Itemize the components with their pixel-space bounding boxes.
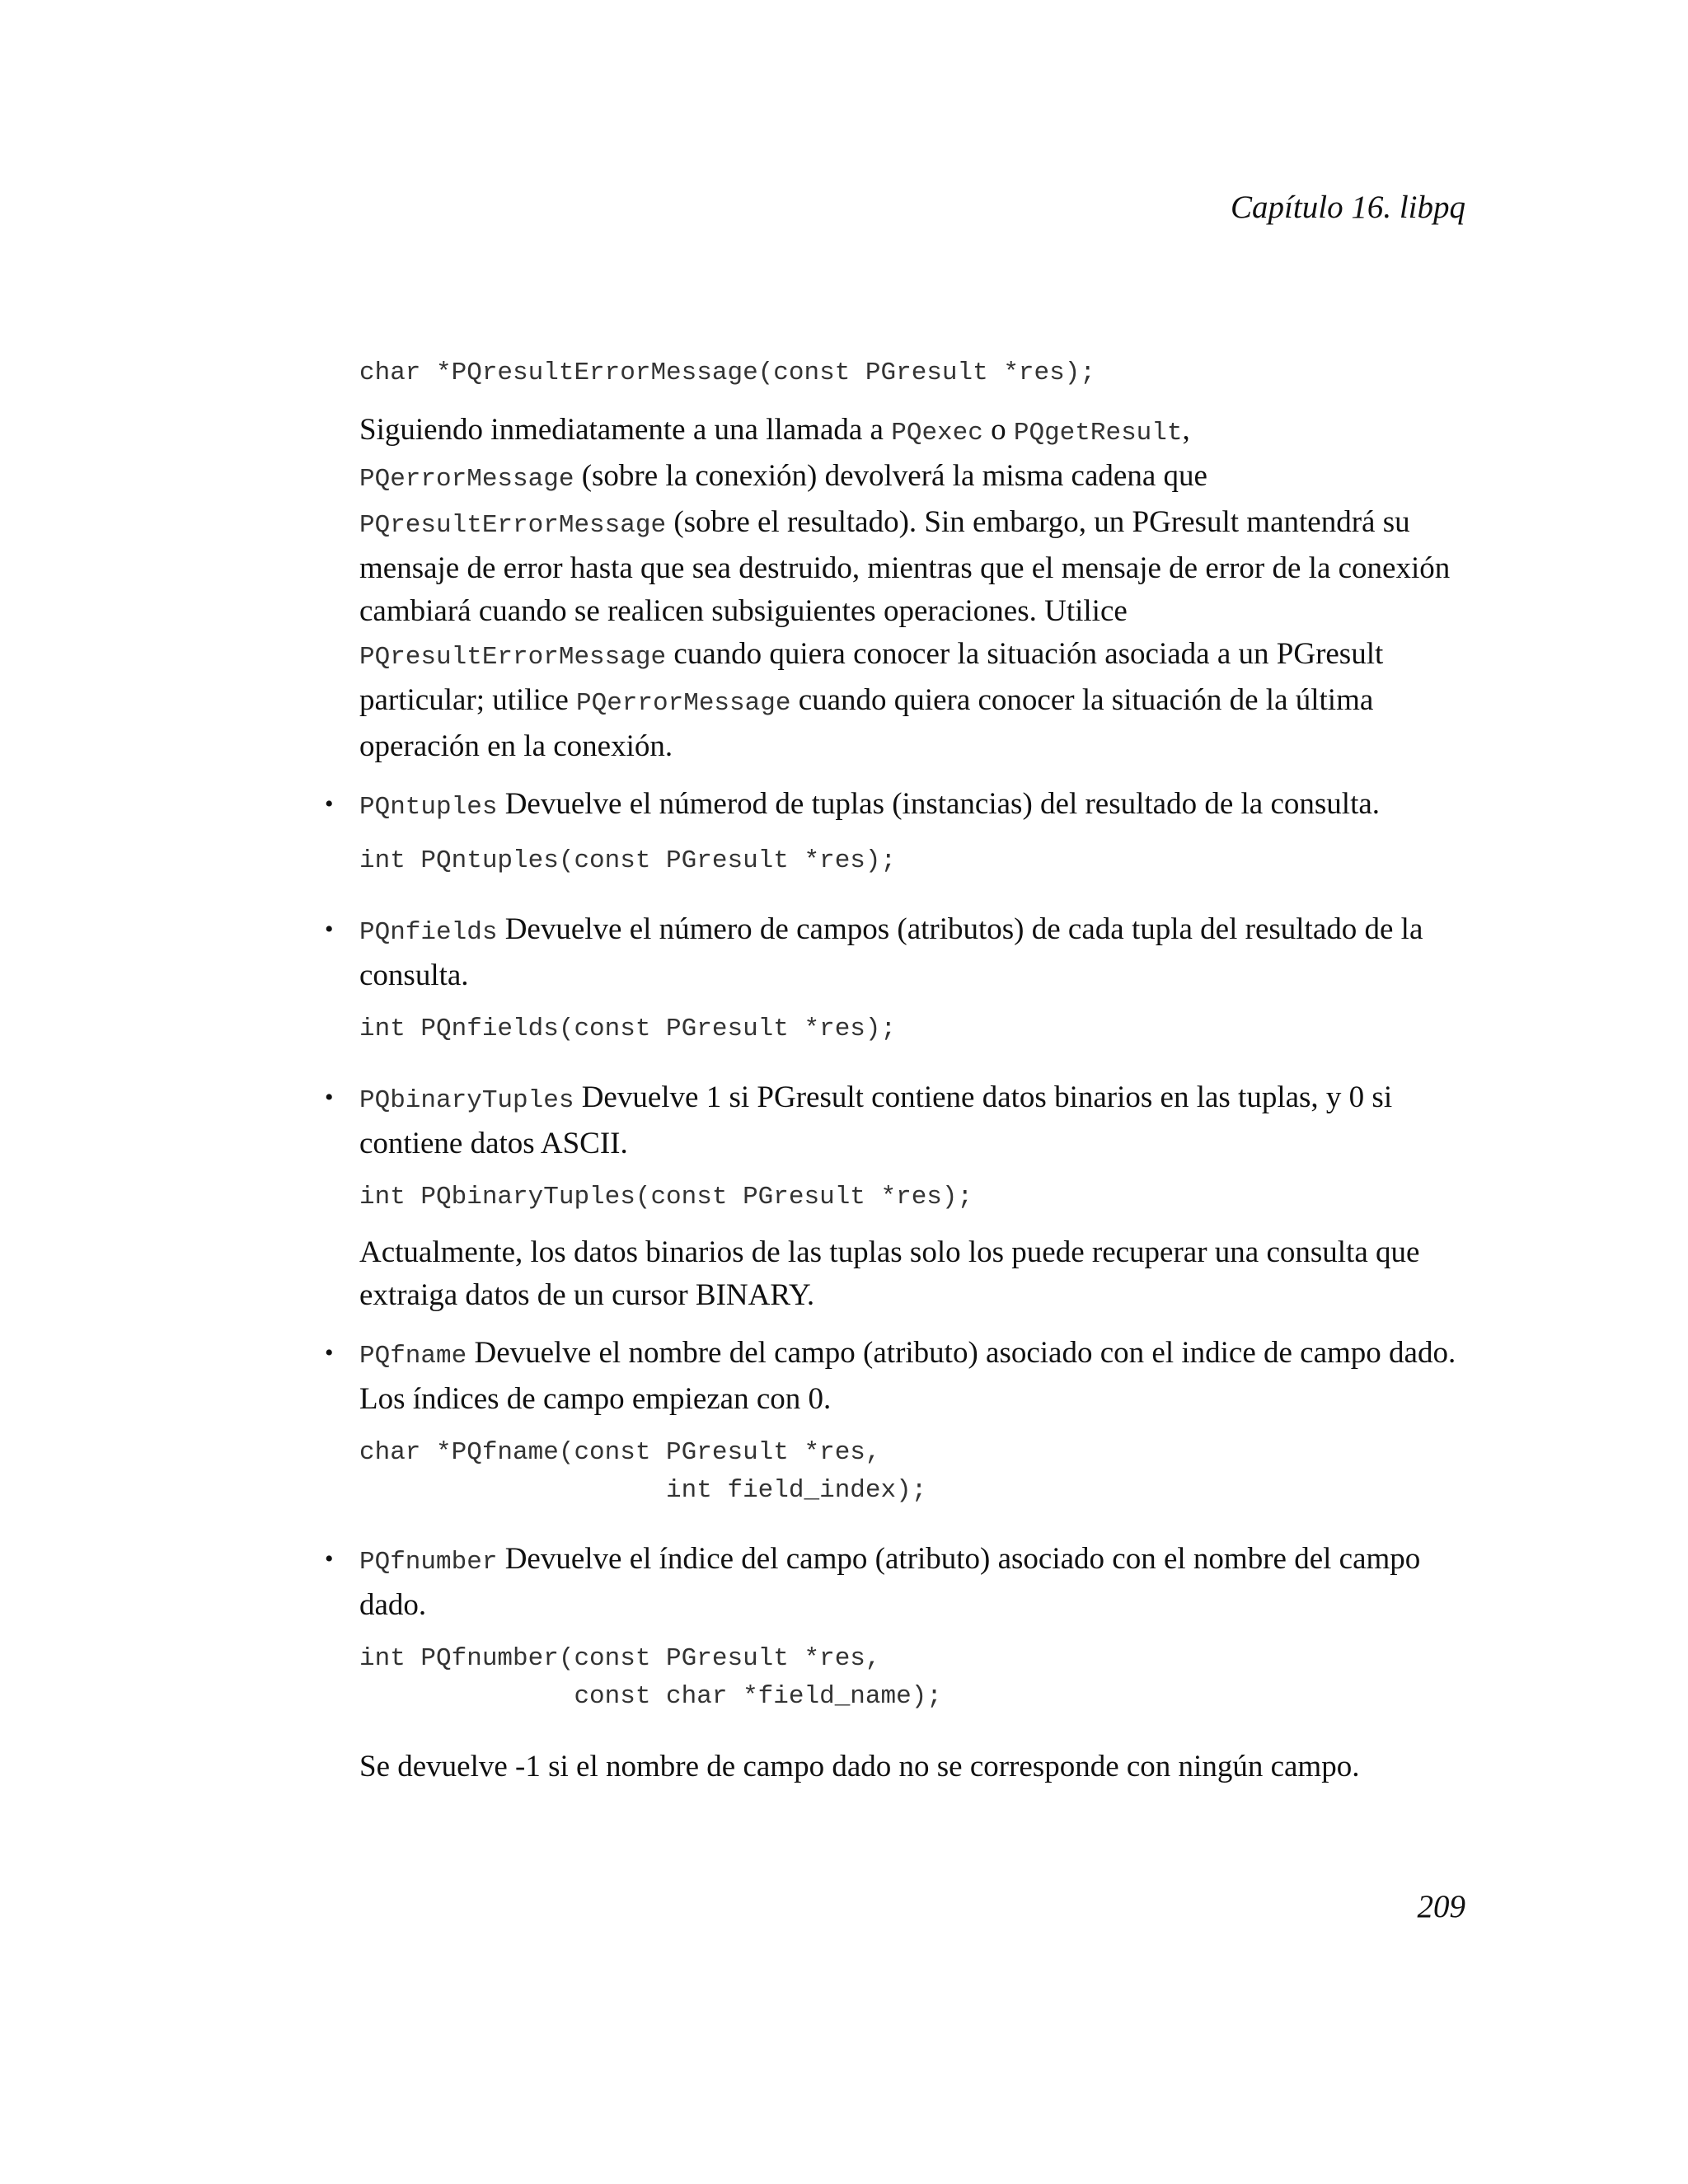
inline-code-pqresulterrormessage: PQresultErrorMessage [359,511,667,540]
code-signature: char *PQfname(const PGresult *res, int field_index); [359,1438,927,1505]
bullet: • [325,916,334,943]
inline-code-pqexec: PQexec [891,419,983,448]
function-name: PQfnumber [359,1548,498,1577]
inline-code-pqerrormessage: PQerrorMessage [576,689,791,718]
list-item [325,1538,1489,1788]
text-run: cuando quiera conocer la situación de la última operación en la conexión. [359,683,1374,763]
item-description [359,1076,1464,1165]
list-item [325,1332,1489,1510]
item-note: Actualmente, los datos binarios de las tuplas solo los puede recuperar una consulta que extraiga datos de un cursor BINARY. [359,1235,1420,1312]
bullet: • [325,1545,334,1572]
item-description [359,1538,1431,1627]
item-note: Se devuelve -1 si el nombre de campo dado no se corresponde con ningún campo. [359,1750,1360,1783]
bullet: • [325,790,334,818]
text-run: (sobre la conexión) devolverá la misma cadena que [574,459,1207,493]
list-item [325,1076,1489,1317]
item-description [359,1332,1480,1421]
running-header: Capítulo 16. libpq [1231,190,1465,225]
code-signature: int PQfnumber(const PGresult *res, const char *field_name); [359,1644,942,1711]
intro-paragraph [359,409,1484,768]
inline-code-pqgetresult: PQgetResult [1013,419,1183,448]
text-run: cuando quiera conocer la situación asociada a un PGresult particular; utilice [359,637,1384,717]
item-text: Devuelve el nombre del campo (atributo) asociado con el indice de campo dado. Los índices de campo empiezan con 0. [359,1336,1456,1416]
code-signature: int PQntuples(const PGresult *res); [359,846,897,875]
item-text: Devuelve el número de campos (atributos) de cada tupla del resultado de la consulta. [359,912,1423,992]
page-content [325,354,1489,1788]
code-pqresulterrormessage: char *PQresultErrorMessage(const PGresult *res); [359,359,1095,387]
function-name: PQbinaryTuples [359,1086,574,1115]
bullet: • [325,1084,334,1111]
text-run: o [982,413,1014,447]
inline-code-pqerrormessage: PQerrorMessage [359,465,574,494]
text-run: (sobre el resultado). Sin embargo, un PGresult mantendrá su mensaje de error hasta que sea destruido, mientras que el mensaje de error de la conexión cambiará cuando se realicen subsiguientes operaciones. Utilice [359,505,1451,628]
inline-code-pqresulterrormessage: PQresultErrorMessage [359,643,667,672]
item-description [359,783,1489,829]
list-item [325,908,1489,1048]
list-item [325,783,1489,880]
item-text: Devuelve el índice del campo (atributo) asociado con el nombre del campo dado. [359,1542,1421,1622]
text-run: Siguiendo inmediatamente a una llamada a [359,413,892,447]
page-number: 209 [1417,1889,1465,1924]
function-name: PQnfields [359,918,498,947]
code-signature: int PQnfields(const PGresult *res); [359,1015,897,1043]
text-run: , [1182,413,1190,447]
bullet: • [325,1339,334,1366]
item-text: Devuelve el númerod de tuplas (instancias) del resultado de la consulta. [497,787,1381,821]
code-signature: int PQbinaryTuples(const PGresult *res); [359,1183,973,1212]
function-name: PQntuples [359,793,498,822]
item-text: Devuelve 1 si PGresult contiene datos binarios en las tuplas, y 0 si contiene datos ASCII. [359,1080,1393,1160]
item-description [359,908,1447,997]
function-name: PQfname [359,1342,467,1371]
